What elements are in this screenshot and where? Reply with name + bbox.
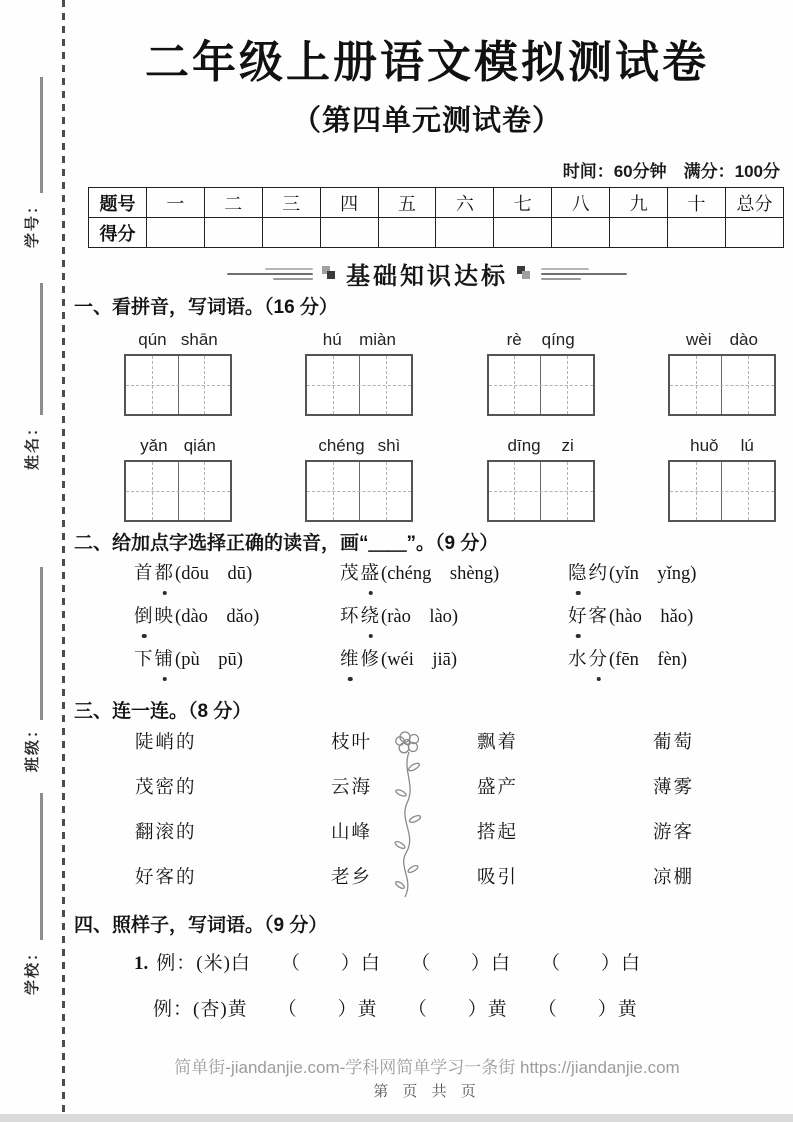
score-cell-empty bbox=[668, 218, 726, 248]
pinyin-word-group bbox=[487, 436, 595, 522]
overlapping-squares-icon bbox=[322, 266, 337, 281]
pronunciation-item: 下铺(pù pū) bbox=[134, 650, 243, 670]
pinyin-word-group bbox=[668, 330, 776, 416]
dotted-character: 维 bbox=[340, 650, 361, 670]
pinyin-label: dīng zi bbox=[507, 436, 574, 455]
blank-word: （ ）黄 bbox=[537, 999, 638, 1020]
matching-column-verbs bbox=[477, 733, 653, 889]
header-cell: 题号 bbox=[89, 188, 147, 218]
score-cell-empty bbox=[725, 218, 783, 248]
writing-box bbox=[124, 354, 232, 416]
dotted-character: 铺 bbox=[154, 650, 176, 670]
paper-title: 二年级上册语文模拟测试卷 bbox=[145, 38, 709, 87]
pronunciation-item: 首都(dōu dū) bbox=[134, 564, 253, 584]
pinyin-box-row-2 bbox=[124, 436, 776, 522]
class-label: 班级： bbox=[24, 720, 41, 772]
match-word: 老乡 bbox=[331, 868, 373, 888]
match-word: 飘着 bbox=[477, 733, 519, 753]
pronunciation-item: 隐约(yǐn yǐng) bbox=[568, 564, 697, 584]
footer-site-info: 简单街-jiandanjie.com-学科网简单学习一条街 https://jiandanjie.com bbox=[174, 1058, 680, 1077]
match-word: 枝叶 bbox=[331, 733, 373, 753]
match-word: 搭起 bbox=[477, 823, 519, 843]
matching-column-adjectives bbox=[135, 733, 331, 889]
pronunciation-item: 环绕(rào lào) bbox=[340, 607, 459, 627]
blank-word: （ ）白 bbox=[280, 953, 381, 974]
match-word: 翻滚的 bbox=[135, 823, 197, 843]
match-word: 吸引 bbox=[477, 868, 519, 888]
writing-cell bbox=[670, 462, 722, 520]
score-cell-empty bbox=[610, 218, 668, 248]
page-bottom-edge bbox=[0, 1114, 793, 1122]
matching-exercise bbox=[135, 733, 783, 889]
header-cell: 五 bbox=[378, 188, 436, 218]
score-cell-empty bbox=[146, 218, 204, 248]
blank-word: （ ）黄 bbox=[407, 999, 508, 1020]
footer-page-number: 第 页 共 页 bbox=[373, 1083, 481, 1100]
match-word: 好客的 bbox=[135, 868, 197, 888]
example-word: 例：(米)白 bbox=[156, 953, 251, 974]
pronunciation-item: 倒映(dào dǎo) bbox=[134, 607, 260, 627]
writing-cell bbox=[489, 462, 541, 520]
pinyin-options: (rào lào) bbox=[381, 607, 459, 627]
writing-cell bbox=[359, 356, 412, 414]
dotted-character: 绕 bbox=[360, 607, 382, 627]
pinyin-label: rè qíng bbox=[506, 330, 575, 349]
pinyin-label: yǎn qián bbox=[140, 436, 216, 455]
match-word: 陡峭的 bbox=[135, 733, 197, 753]
writing-cell bbox=[489, 356, 541, 414]
match-word: 游客 bbox=[653, 823, 695, 843]
pinyin-word-group bbox=[487, 330, 595, 416]
pinyin-word-group bbox=[305, 330, 413, 416]
writing-box bbox=[487, 354, 595, 416]
writing-cell bbox=[178, 462, 231, 520]
writing-cell bbox=[721, 356, 774, 414]
section-title: 基础知识达标 bbox=[346, 263, 508, 290]
item-number: 1. bbox=[134, 953, 149, 974]
match-word: 凉棚 bbox=[653, 868, 695, 888]
score-cell-empty bbox=[436, 218, 494, 248]
match-word: 盛产 bbox=[477, 778, 519, 798]
section-banner bbox=[66, 256, 788, 291]
pinyin-label: chéng shì bbox=[318, 436, 401, 455]
pronunciation-item: 茂盛(chéng shèng) bbox=[340, 564, 500, 584]
decorative-lines-left bbox=[227, 268, 313, 280]
paper-subtitle: （第四单元测试卷） bbox=[291, 105, 562, 137]
header-cell: 八 bbox=[552, 188, 610, 218]
dotted-character: 盛 bbox=[360, 564, 382, 584]
pinyin-options: (chéng shèng) bbox=[381, 564, 500, 584]
school-label: 学校： bbox=[24, 943, 41, 995]
pinyin-label: huǒ lú bbox=[690, 436, 754, 455]
word-pattern-line-2 bbox=[153, 994, 638, 1021]
pronunciation-item: 好客(hào hǎo) bbox=[568, 607, 694, 627]
pinyin-label: hú miàn bbox=[322, 330, 396, 349]
header-cell: 四 bbox=[320, 188, 378, 218]
pronunciation-item: 维修(wéi jiā) bbox=[340, 650, 458, 670]
score-cell-empty bbox=[204, 218, 262, 248]
score-cell-empty bbox=[552, 218, 610, 248]
header-cell: 九 bbox=[610, 188, 668, 218]
dotted-character: 分 bbox=[588, 650, 610, 670]
decorative-lines-right bbox=[541, 268, 627, 280]
header-cell: 二 bbox=[204, 188, 262, 218]
writing-cell bbox=[540, 356, 593, 414]
time-score-info: 时间：60分钟 满分：100分 bbox=[562, 162, 780, 181]
score-cell-empty bbox=[320, 218, 378, 248]
header-cell: 总分 bbox=[725, 188, 783, 218]
blank-word: （ ）白 bbox=[410, 953, 511, 974]
header-cell: 六 bbox=[436, 188, 494, 218]
word-pattern-line-1 bbox=[134, 948, 641, 975]
matching-column-objects bbox=[653, 733, 783, 889]
writing-box bbox=[305, 460, 413, 522]
header-cell: 三 bbox=[262, 188, 320, 218]
name-label: 姓名： bbox=[24, 418, 41, 470]
match-word: 薄雾 bbox=[653, 778, 695, 798]
writing-box bbox=[668, 354, 776, 416]
match-word: 茂密的 bbox=[135, 778, 197, 798]
writing-cell bbox=[721, 462, 774, 520]
pinyin-options: (dào dǎo) bbox=[175, 607, 260, 627]
score-cell-empty bbox=[494, 218, 552, 248]
dotted-character: 好 bbox=[568, 607, 589, 627]
pinyin-options: (pù pū) bbox=[175, 650, 243, 670]
question1-stem: 一、看拼音，写词语。（16 分） bbox=[74, 297, 338, 318]
writing-cell bbox=[540, 462, 593, 520]
header-cell: 十 bbox=[668, 188, 726, 218]
score-table-score-row bbox=[89, 218, 784, 248]
writing-box bbox=[487, 460, 595, 522]
binding-dashed-line bbox=[62, 0, 65, 1122]
blank-word: （ ）白 bbox=[540, 953, 641, 974]
pinyin-label: qún shān bbox=[138, 330, 218, 349]
writing-cell bbox=[307, 356, 359, 414]
question4-stem: 四、照样子，写词语。（9 分） bbox=[74, 915, 328, 936]
score-table-header-row bbox=[89, 188, 784, 218]
dotted-character: 隐 bbox=[568, 564, 589, 584]
blank-word: （ ）黄 bbox=[277, 999, 378, 1020]
pronunciation-items bbox=[134, 563, 779, 672]
match-word: 云海 bbox=[331, 778, 373, 798]
example-word: 例：(杏)黄 bbox=[153, 999, 248, 1020]
match-word: 葡萄 bbox=[653, 733, 695, 753]
score-cell-empty bbox=[262, 218, 320, 248]
school-blank-line bbox=[40, 793, 43, 940]
writing-cell bbox=[126, 462, 178, 520]
dotted-character: 倒 bbox=[134, 607, 155, 627]
class-blank-line bbox=[40, 567, 43, 720]
pinyin-box-row-1 bbox=[124, 330, 776, 416]
dotted-character: 都 bbox=[154, 564, 176, 584]
pinyin-word-group bbox=[124, 330, 232, 416]
score-row-label: 得分 bbox=[89, 218, 147, 248]
pinyin-options: (yǐn yǐng) bbox=[609, 564, 697, 584]
writing-cell bbox=[126, 356, 178, 414]
student-id-label: 学号： bbox=[24, 196, 41, 248]
writing-cell bbox=[670, 356, 722, 414]
pinyin-options: (wéi jiā) bbox=[381, 650, 458, 670]
overlapping-squares-icon bbox=[517, 266, 532, 281]
question3-stem: 三、连一连。（8 分） bbox=[74, 701, 252, 722]
question2-stem: 二、给加点字选择正确的读音，画“＿＿”。（9 分） bbox=[74, 533, 499, 554]
pinyin-word-group bbox=[668, 436, 776, 522]
score-cell-empty bbox=[378, 218, 436, 248]
student-id-blank-line bbox=[40, 77, 43, 193]
writing-cell bbox=[307, 462, 359, 520]
writing-box bbox=[668, 460, 776, 522]
pinyin-word-group bbox=[305, 436, 413, 522]
pinyin-options: (fēn fèn) bbox=[609, 650, 688, 670]
pinyin-options: (hào hǎo) bbox=[609, 607, 694, 627]
paper-content bbox=[66, 0, 788, 1122]
pinyin-label: wèi dào bbox=[686, 330, 758, 349]
score-table bbox=[88, 187, 784, 248]
writing-cell bbox=[178, 356, 231, 414]
pronunciation-item: 水分(fēn fèn) bbox=[568, 650, 688, 670]
writing-box bbox=[305, 354, 413, 416]
writing-box bbox=[124, 460, 232, 522]
header-cell: 七 bbox=[494, 188, 552, 218]
pinyin-word-group bbox=[124, 436, 232, 522]
name-blank-line bbox=[40, 283, 43, 415]
writing-cell bbox=[359, 462, 412, 520]
header-cell: 一 bbox=[146, 188, 204, 218]
pinyin-options: (dōu dū) bbox=[175, 564, 253, 584]
match-word: 山峰 bbox=[331, 823, 373, 843]
flower-vine-decoration bbox=[392, 727, 426, 899]
